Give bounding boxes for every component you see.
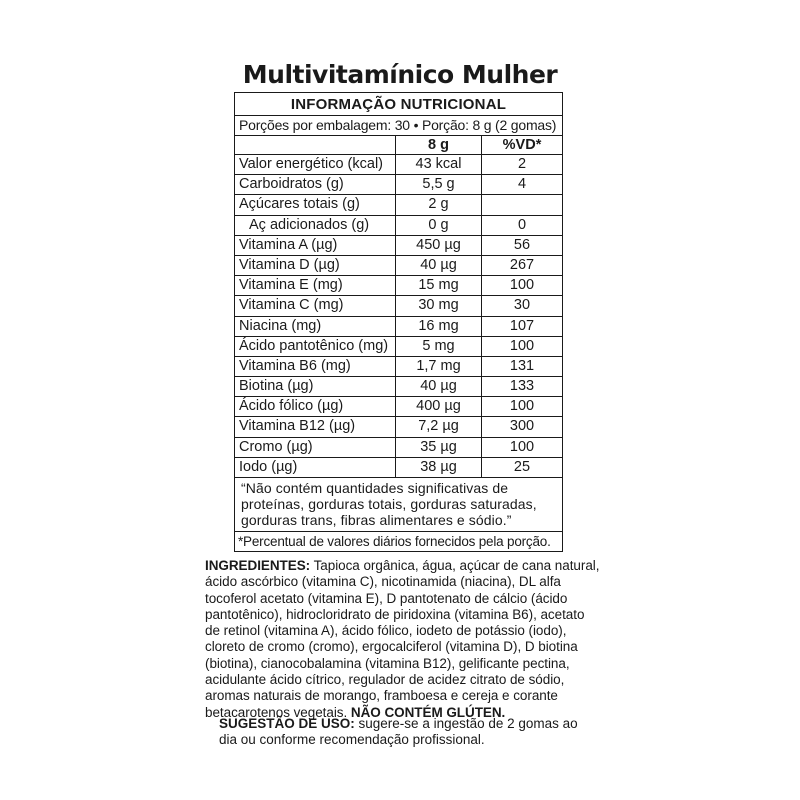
nutrition-table	[235, 135, 562, 477]
header-blank	[235, 136, 395, 154]
nutrient-amount: 35 µg	[395, 438, 481, 457]
serving-info: Porções por embalagem: 30 • Porção: 8 g (2 gomas)	[235, 115, 562, 135]
nutrient-name: Vitamina D (µg)	[239, 256, 340, 273]
table-row	[235, 336, 562, 356]
nutrient-name: Vitamina B6 (mg)	[239, 357, 351, 374]
nutrient-amount: 450 µg	[395, 236, 481, 255]
nutrient-name: Vitamina A (µg)	[239, 236, 338, 253]
nutrient-amount: 40 µg	[395, 256, 481, 275]
nutrient-name: Cromo (µg)	[239, 438, 313, 455]
nutrient-amount: 2 g	[395, 195, 481, 214]
table-header	[235, 136, 562, 154]
table-row	[235, 215, 562, 235]
nutrient-dv: 4	[481, 175, 562, 194]
nutrient-name: Biotina (µg)	[239, 378, 314, 395]
nutrient-name: Iodo (µg)	[239, 458, 298, 475]
usage-label: SUGESTÃO DE USO:	[219, 716, 355, 731]
table-row	[235, 295, 562, 315]
nutrient-amount: 400 µg	[395, 397, 481, 416]
nutrient-dv: 300	[481, 417, 562, 436]
table-row	[235, 275, 562, 295]
header-dv: %VD*	[481, 136, 562, 154]
nutrient-dv: 107	[481, 317, 562, 336]
nutrient-name: Aç adicionados (g)	[249, 216, 370, 233]
nutrient-dv: 100	[481, 438, 562, 457]
ingredients-block	[205, 558, 600, 721]
nutrient-name: Vitamina E (mg)	[239, 277, 343, 294]
nutrient-amount: 38 µg	[395, 458, 481, 477]
usage-block	[219, 716, 599, 749]
header-amount: 8 g	[395, 136, 481, 154]
table-row	[235, 194, 562, 214]
ingredients-label: INGREDIENTES:	[205, 558, 311, 573]
table-row	[235, 154, 562, 174]
nutrient-dv: 267	[481, 256, 562, 275]
usage-text: sugere-se a ingestão de 2 gomas ao dia ou conforme recomendação profissional.	[219, 716, 578, 748]
nutrient-dv: 131	[481, 357, 562, 376]
not-significant-note: “Não contém quantidades significativas de proteínas, gorduras totais, gorduras saturadas, gorduras trans, fibras alimentares e sódio.”	[235, 477, 562, 531]
product-title: Multivitamínico Mulher	[242, 60, 558, 89]
nutrient-amount: 40 µg	[395, 377, 481, 396]
nutrient-dv: 2	[481, 155, 562, 174]
nutrient-amount: 7,2 µg	[395, 417, 481, 436]
nutrient-name: Vitamina C (mg)	[239, 297, 344, 314]
nutrient-name: Ácido pantotênico (mg)	[239, 337, 389, 354]
table-row	[235, 316, 562, 336]
nutrient-dv: 56	[481, 236, 562, 255]
nutrient-amount: 16 mg	[395, 317, 481, 336]
table-row	[235, 255, 562, 275]
table-row	[235, 235, 562, 255]
nutrient-amount: 30 mg	[395, 296, 481, 315]
nutrient-amount: 43 kcal	[395, 155, 481, 174]
nutrient-dv	[481, 195, 562, 214]
nutrient-amount: 15 mg	[395, 276, 481, 295]
ingredients-text: Tapioca orgânica, água, açúcar de cana natural, ácido ascórbico (vitamina C), nicotinamida (niacina), DL alfa tocoferol acetato (vitamina E), D pantotenato de cálcio (ácido pantotênico), hidrocloridrato de piridoxina (vitamina B6), acetato de retinol (vitamina A), ácido fólico, iodeto de potássio (iodo), cloreto de cromo (cromo), ergocalciferol (vitamina D), D biotina (biotina), cianocobalamina (vitamina B12), gelificante pectina, acidulante ácido cítrico, regulador de acidez citrato de sódio, aromas naturais de morango, framboesa e cereja e corante betacarotenos vegetais.	[205, 558, 600, 720]
table-row	[235, 174, 562, 194]
nutrient-name: Valor energético (kcal)	[239, 156, 383, 172]
dv-footnote: *Percentual de valores diários fornecidos pela porção.	[235, 531, 562, 551]
nutrient-amount: 1,7 mg	[395, 357, 481, 376]
nutrient-dv: 100	[481, 276, 562, 295]
table-row	[235, 416, 562, 436]
nutrient-dv: 25	[481, 458, 562, 477]
nutrient-name: Niacina (mg)	[239, 317, 322, 334]
nutrient-dv: 0	[481, 216, 562, 235]
nutrition-facts-panel	[234, 92, 563, 552]
panel-heading: INFORMAÇÃO NUTRICIONAL	[290, 96, 507, 113]
nutrient-dv: 133	[481, 377, 562, 396]
table-row	[235, 437, 562, 457]
nutrient-amount: 0 g	[395, 216, 481, 235]
gluten-notice: NÃO CONTÉM GLÚTEN.	[350, 704, 506, 720]
nutrient-name: Açúcares totais (g)	[239, 196, 360, 213]
nutrient-dv: 30	[481, 296, 562, 315]
nutrient-amount: 5,5 g	[395, 175, 481, 194]
table-row	[235, 396, 562, 416]
nutrient-name: Ácido fólico (µg)	[239, 398, 344, 415]
nutrient-dv: 100	[481, 397, 562, 416]
nutrient-name: Carboidratos (g)	[239, 176, 344, 193]
nutrient-dv: 100	[481, 337, 562, 356]
nutrient-name: Vitamina B12 (µg)	[239, 418, 356, 435]
table-row	[235, 376, 562, 396]
table-row	[235, 457, 562, 477]
nutrient-amount: 5 mg	[395, 337, 481, 356]
table-row	[235, 356, 562, 376]
